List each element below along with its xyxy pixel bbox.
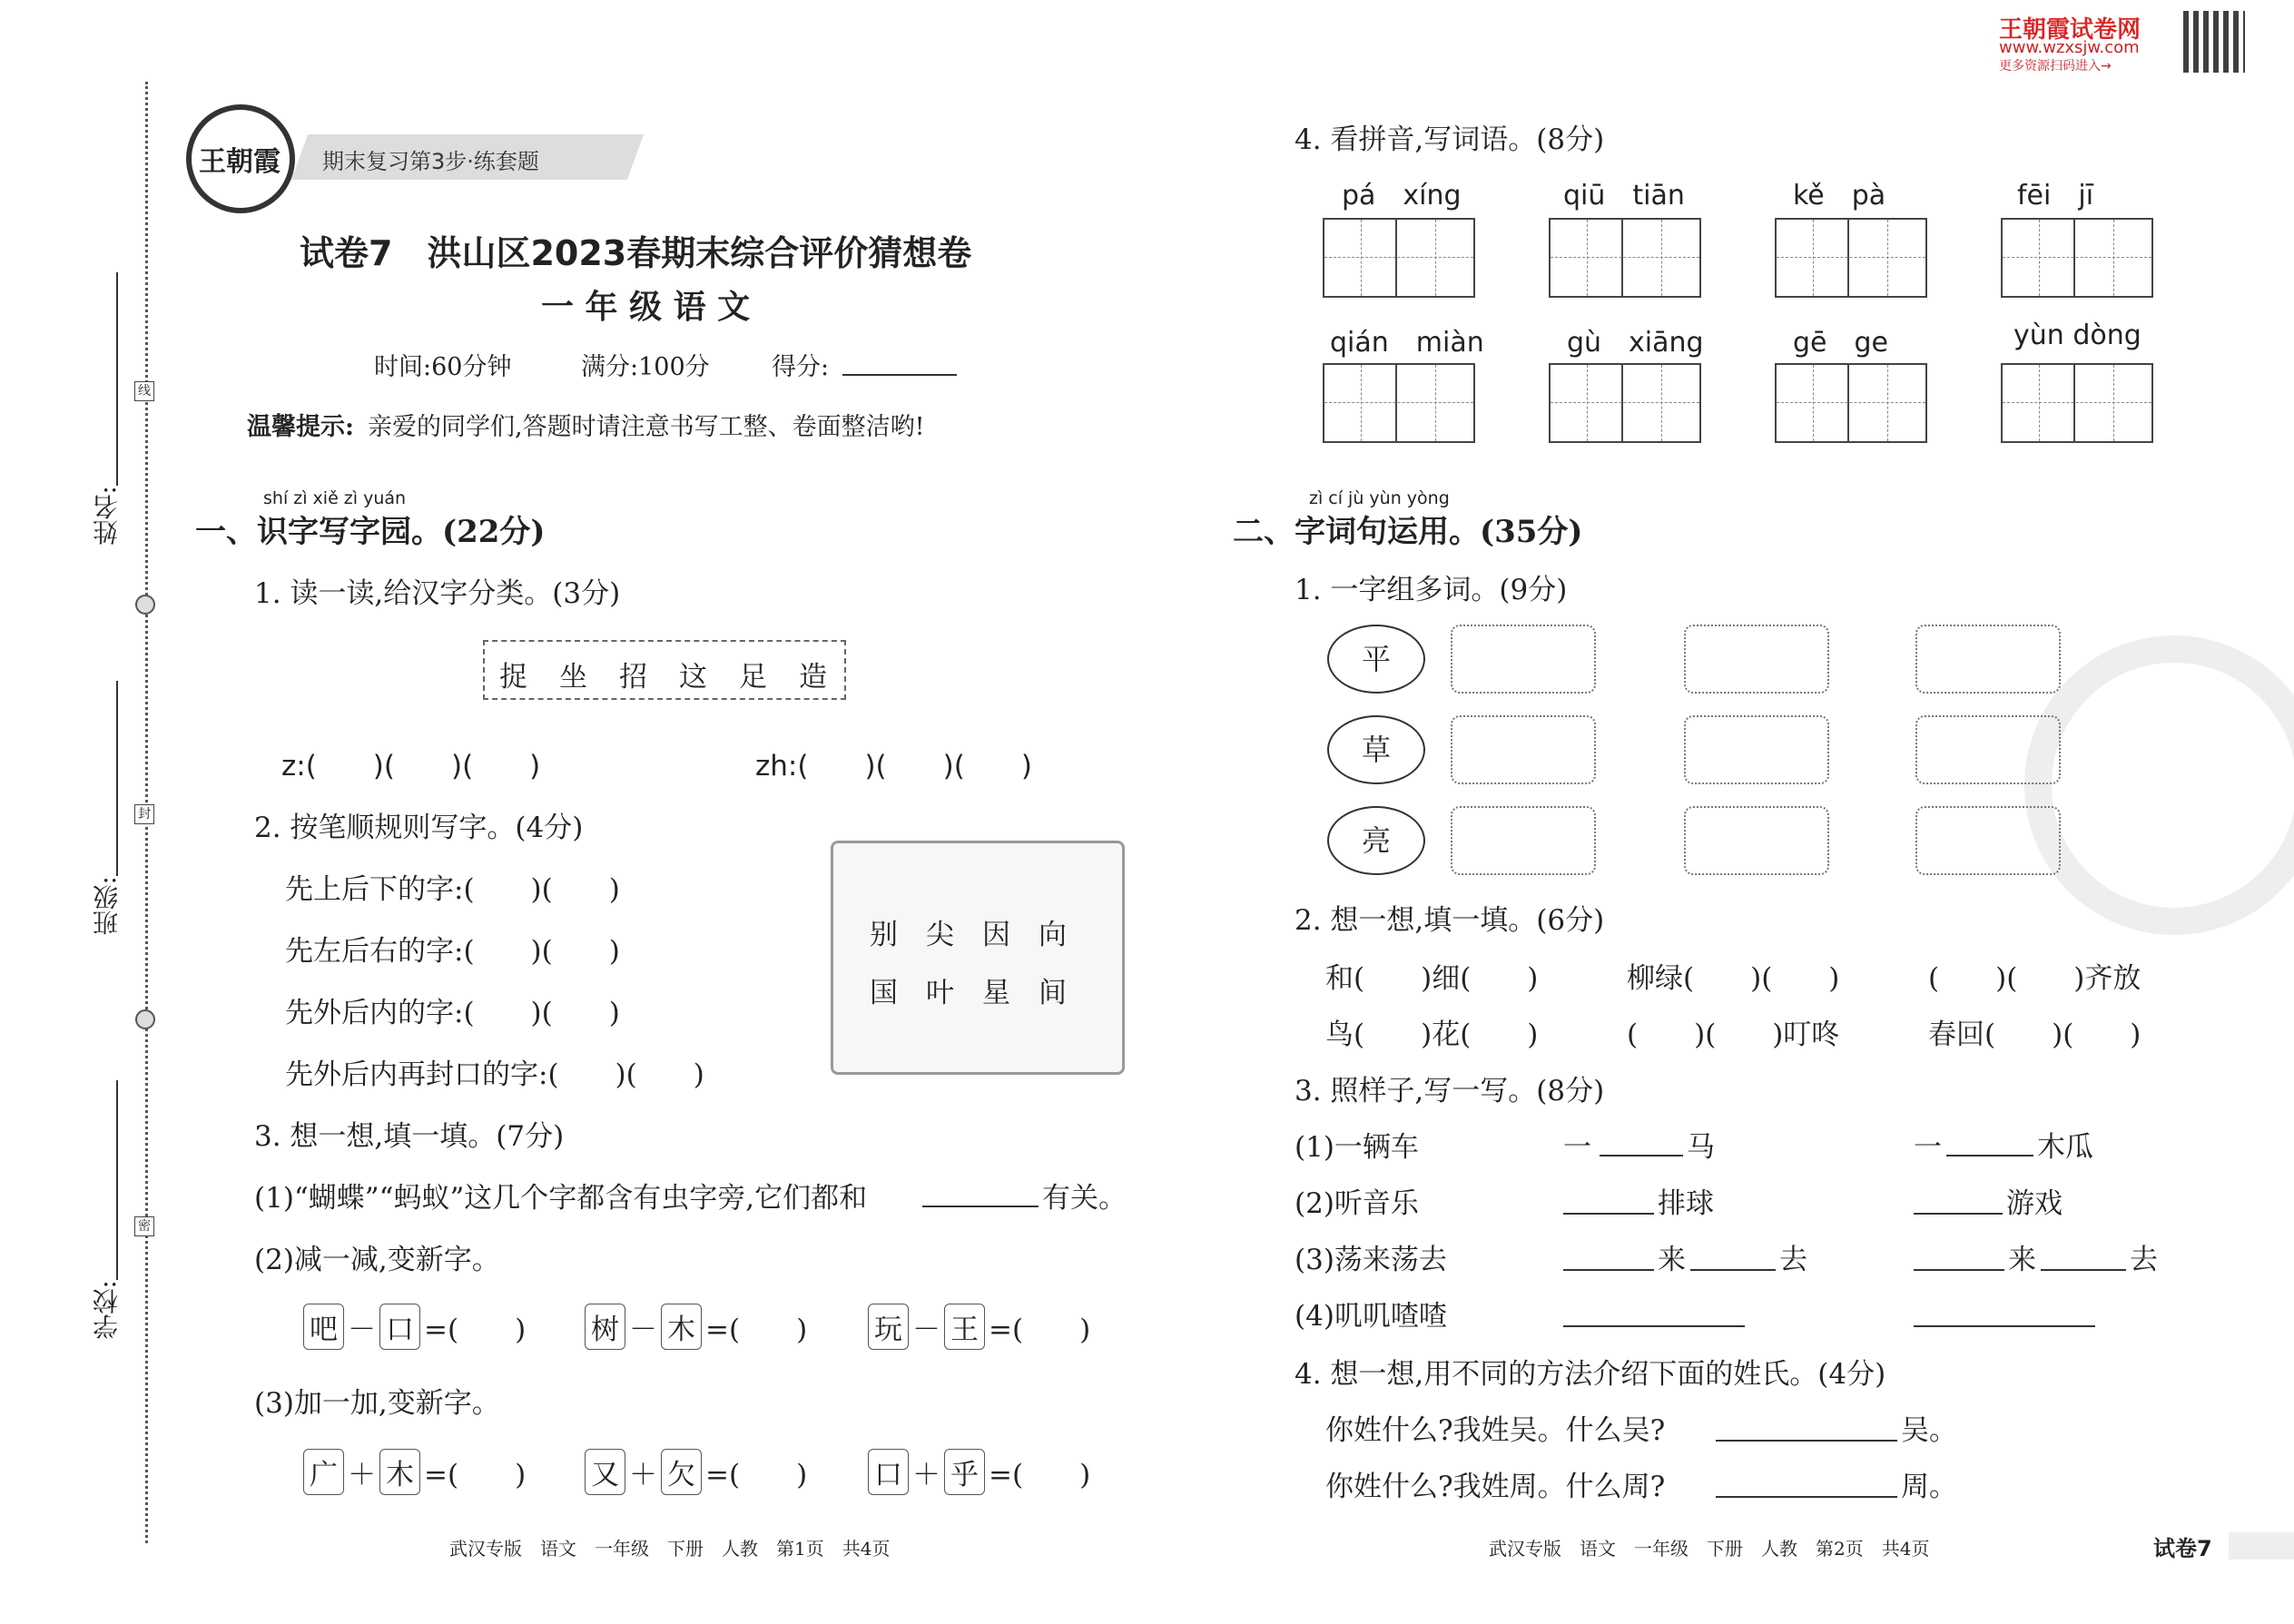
tianzi-grid[interactable] bbox=[1549, 363, 1701, 443]
answer-blank[interactable] bbox=[1914, 1213, 2003, 1215]
s2q4-title: 4. 想一想,用不同的方法介绍下面的姓氏。(4分) bbox=[1295, 1358, 1886, 1391]
section1-pinyin: shí zì xiě zì yuán bbox=[263, 488, 407, 508]
stroke-row-4[interactable]: 先外后内再封口的字:( )( ) bbox=[285, 1058, 704, 1091]
score-label: 得分: bbox=[772, 353, 830, 381]
s1q3-p1-blank[interactable] bbox=[922, 1206, 1039, 1207]
char-chip: 欠 bbox=[661, 1449, 702, 1495]
tip-label: 温馨提示: bbox=[247, 413, 354, 441]
pinyin-word: qián miàn bbox=[1330, 327, 1484, 359]
class-label: 班级: bbox=[92, 876, 122, 936]
fill-phrase[interactable]: 柳绿( )( ) bbox=[1627, 962, 1840, 995]
school-field[interactable] bbox=[116, 1080, 118, 1280]
card-line-2: 国 叶 星 间 bbox=[870, 977, 1067, 1009]
surname-blank[interactable] bbox=[1716, 1440, 1897, 1442]
z-answer-row[interactable]: z:( )( )( ) bbox=[281, 750, 541, 782]
eq-blank[interactable]: =( ) bbox=[989, 1314, 1091, 1346]
binding-mark-mi: 密 bbox=[134, 1216, 154, 1236]
answer-blank[interactable] bbox=[1914, 1269, 2004, 1271]
ex-suffix: 马 bbox=[1687, 1131, 1715, 1164]
answer-blank[interactable] bbox=[1563, 1269, 1654, 1271]
char-1: 捉 bbox=[499, 661, 527, 694]
ex-suffix: 排球 bbox=[1658, 1187, 1714, 1220]
example-label: (1)一辆车 bbox=[1295, 1131, 1419, 1164]
char-chip: 王 bbox=[944, 1304, 985, 1350]
word-box[interactable] bbox=[1915, 625, 2061, 694]
section1-title: 一、识字写字园。(22分) bbox=[195, 514, 546, 550]
logo-badge bbox=[186, 104, 295, 213]
tianzi-grid[interactable] bbox=[2001, 363, 2153, 443]
class-field[interactable] bbox=[116, 681, 118, 876]
stroke-row-2[interactable]: 先左后右的字:( )( ) bbox=[285, 935, 620, 968]
answer-blank[interactable] bbox=[1914, 1325, 2095, 1327]
eq-blank[interactable]: =( ) bbox=[705, 1459, 808, 1491]
char-3: 招 bbox=[619, 661, 647, 694]
plus-sign: ＋ bbox=[912, 1459, 940, 1491]
eq-blank[interactable]: =( ) bbox=[705, 1314, 808, 1346]
footer-left: 武汉专版 语文 一年级 下册 人教 第1页 共4页 bbox=[449, 1538, 891, 1560]
char-2: 坐 bbox=[559, 661, 587, 694]
answer-blank[interactable] bbox=[2041, 1269, 2126, 1271]
plus-sign: ＋ bbox=[629, 1459, 657, 1491]
char-chip: 又 bbox=[585, 1449, 625, 1495]
char-chip: 广 bbox=[303, 1449, 344, 1495]
page-title: 试卷7 洪山区2023春期末综合评价猜想卷 bbox=[300, 233, 972, 273]
binding-hole-icon bbox=[135, 1009, 155, 1029]
char-chip: 口 bbox=[379, 1304, 420, 1350]
logo-text: 王朝霞 bbox=[199, 146, 281, 178]
fill-phrase[interactable]: 和( )细( ) bbox=[1325, 962, 1539, 995]
minus-sign: － bbox=[348, 1314, 376, 1346]
char-chip: 口 bbox=[868, 1449, 909, 1495]
s1q3-p1a: (1)“蝴蝶”“蚂蚁”这几个字都含有虫字旁,它们都和 bbox=[254, 1182, 868, 1215]
s1q3-p3: (3)加一加,变新字。 bbox=[254, 1387, 500, 1420]
char-chip: 吧 bbox=[303, 1304, 344, 1350]
binding-mark-xian: 线 bbox=[134, 381, 154, 401]
score-field[interactable] bbox=[842, 374, 957, 376]
fill-phrase[interactable]: 春回( )( ) bbox=[1928, 1019, 2141, 1051]
full-score-info: 满分:100分 bbox=[581, 353, 710, 381]
char-chip: 玩 bbox=[868, 1304, 909, 1350]
minus-sign: － bbox=[912, 1314, 940, 1346]
word-box[interactable] bbox=[1684, 625, 1829, 694]
answer-blank[interactable] bbox=[1563, 1325, 1745, 1327]
pinyin-word: pá xíng bbox=[1342, 180, 1462, 212]
s1q1-title: 1. 读一读,给汉字分类。(3分) bbox=[254, 577, 621, 610]
char-card bbox=[831, 841, 1125, 1075]
ribbon-text: 期末复习第3步·练套题 bbox=[322, 149, 539, 174]
fill-phrase[interactable]: 鸟( )花( ) bbox=[1325, 1019, 1539, 1051]
pinyin-word: kě pà bbox=[1793, 180, 1886, 212]
name-field[interactable] bbox=[116, 272, 118, 486]
pinyin-word: gē ge bbox=[1793, 327, 1888, 359]
tianzi-grid[interactable] bbox=[1775, 218, 1927, 298]
s2q1-title: 1. 一字组多词。(9分) bbox=[1295, 574, 1568, 606]
q4-pinyin-title: 4. 看拼音,写词语。(8分) bbox=[1295, 123, 1605, 156]
pinyin-word: yùn dòng bbox=[2013, 320, 2141, 351]
ex-mid: 来 bbox=[1658, 1244, 1686, 1276]
s2q2-title: 2. 想一想,填一填。(6分) bbox=[1295, 904, 1605, 937]
section2-title: 二、字词句运用。(35分) bbox=[1233, 514, 1583, 550]
eq-blank[interactable]: =( ) bbox=[424, 1314, 527, 1346]
root-char-oval: 平 bbox=[1327, 625, 1425, 694]
watermark-url: www.wzxsjw.com bbox=[1999, 38, 2140, 57]
qr-code-icon[interactable] bbox=[2183, 11, 2245, 73]
time-info: 时间:60分钟 bbox=[374, 353, 512, 381]
add-row bbox=[864, 1449, 1090, 1495]
surname-end-2: 周。 bbox=[1901, 1471, 1957, 1503]
ex-end: 去 bbox=[1779, 1244, 1807, 1276]
page-subtitle: 一 年 级 语 文 bbox=[541, 288, 751, 326]
surname-q1: 你姓什么?我姓吴。什么吴? bbox=[1325, 1414, 1666, 1447]
tianzi-grid[interactable] bbox=[1323, 363, 1475, 443]
binding-hole-icon bbox=[135, 595, 155, 615]
char-chip: 木 bbox=[379, 1449, 420, 1495]
word-box[interactable] bbox=[1684, 806, 1829, 875]
stroke-row-3[interactable]: 先外后内的字:( )( ) bbox=[285, 997, 620, 1029]
plus-sign: ＋ bbox=[348, 1459, 376, 1491]
example-label: (2)听音乐 bbox=[1295, 1187, 1419, 1220]
watermark-hint: 更多资源扫码进入→ bbox=[1999, 59, 2112, 74]
word-box[interactable] bbox=[1684, 715, 1829, 784]
word-box[interactable] bbox=[1451, 625, 1596, 694]
ex-end: 去 bbox=[2130, 1244, 2158, 1276]
section2-pinyin: zì cí jù yùn yòng bbox=[1309, 488, 1450, 508]
ex-prefix: 一 bbox=[1914, 1131, 1942, 1164]
surname-q2: 你姓什么?我姓周。什么周? bbox=[1325, 1471, 1666, 1503]
word-box[interactable] bbox=[1451, 806, 1596, 875]
seal-watermark-icon bbox=[2024, 635, 2294, 935]
eq-blank[interactable]: =( ) bbox=[424, 1459, 527, 1491]
surname-end-1: 吴。 bbox=[1901, 1414, 1957, 1447]
example-label: (3)荡来荡去 bbox=[1295, 1244, 1447, 1276]
char-5: 足 bbox=[739, 661, 767, 694]
footer-right: 武汉专版 语文 一年级 下册 人教 第2页 共4页 bbox=[1489, 1538, 1930, 1560]
watermark-brand: 王朝霞试卷网 bbox=[1999, 16, 2141, 44]
pinyin-word: qiū tiān bbox=[1563, 180, 1685, 212]
s2q3-title: 3. 照样子,写一写。(8分) bbox=[1295, 1075, 1605, 1107]
paper-tab-bg bbox=[2229, 1532, 2294, 1560]
char-6: 造 bbox=[799, 661, 827, 694]
word-box[interactable] bbox=[1915, 806, 2061, 875]
subtract-row bbox=[300, 1304, 526, 1350]
ex-prefix: 一 bbox=[1563, 1131, 1591, 1164]
char-chip: 树 bbox=[585, 1304, 625, 1350]
fill-phrase[interactable]: ( )( )齐放 bbox=[1928, 962, 2141, 995]
add-row bbox=[581, 1449, 807, 1495]
answer-blank[interactable] bbox=[1946, 1155, 2033, 1156]
eq-blank[interactable]: =( ) bbox=[989, 1459, 1091, 1491]
answer-blank[interactable] bbox=[1690, 1269, 1776, 1271]
zh-answer-row[interactable]: zh:( )( )( ) bbox=[755, 750, 1032, 782]
root-char-oval: 亮 bbox=[1327, 806, 1425, 875]
name-label: 姓名: bbox=[92, 486, 122, 546]
tianzi-grid[interactable] bbox=[1549, 218, 1701, 298]
subtract-row bbox=[864, 1304, 1090, 1350]
pinyin-word: fēi jī bbox=[2017, 180, 2094, 212]
word-box[interactable] bbox=[1915, 715, 2061, 784]
tianzi-grid[interactable] bbox=[2001, 218, 2153, 298]
paper-number: 试卷7 bbox=[2153, 1536, 2212, 1561]
ex-suffix: 游戏 bbox=[2006, 1187, 2063, 1220]
minus-sign: － bbox=[629, 1314, 657, 1346]
word-box[interactable] bbox=[1451, 715, 1596, 784]
example-label: (4)叽叽喳喳 bbox=[1295, 1300, 1447, 1333]
binding-mark-feng: 封 bbox=[134, 804, 154, 824]
char-chip: 木 bbox=[661, 1304, 702, 1350]
tip-text: 亲爱的同学们,答题时请注意书写工整、卷面整洁哟! bbox=[368, 413, 925, 441]
card-line-1: 别 尖 因 向 bbox=[870, 919, 1067, 951]
char-4: 这 bbox=[679, 661, 707, 694]
s1q3-title: 3. 想一想,填一填。(7分) bbox=[254, 1120, 565, 1153]
s1q3-p2: (2)减一减,变新字。 bbox=[254, 1244, 500, 1276]
subtract-row bbox=[581, 1304, 807, 1350]
s1q3-p1b: 有关。 bbox=[1042, 1182, 1127, 1215]
pinyin-word: gù xiāng bbox=[1567, 327, 1704, 359]
tianzi-grid[interactable] bbox=[1323, 218, 1475, 298]
fill-phrase[interactable]: ( )( )叮咚 bbox=[1627, 1019, 1840, 1051]
tianzi-grid[interactable] bbox=[1775, 363, 1927, 443]
add-row bbox=[300, 1449, 526, 1495]
stroke-row-1[interactable]: 先上后下的字:( )( ) bbox=[285, 873, 620, 906]
ex-suffix: 木瓜 bbox=[2037, 1131, 2093, 1164]
char-box bbox=[483, 640, 846, 700]
answer-blank[interactable] bbox=[1563, 1213, 1654, 1215]
ex-mid: 来 bbox=[2008, 1244, 2036, 1276]
surname-blank[interactable] bbox=[1716, 1496, 1897, 1498]
answer-blank[interactable] bbox=[1600, 1155, 1683, 1156]
s1q2-title: 2. 按笔顺规则写字。(4分) bbox=[254, 812, 584, 844]
school-label: 学校: bbox=[92, 1280, 122, 1340]
root-char-oval: 草 bbox=[1327, 715, 1425, 784]
char-chip: 乎 bbox=[944, 1449, 985, 1495]
